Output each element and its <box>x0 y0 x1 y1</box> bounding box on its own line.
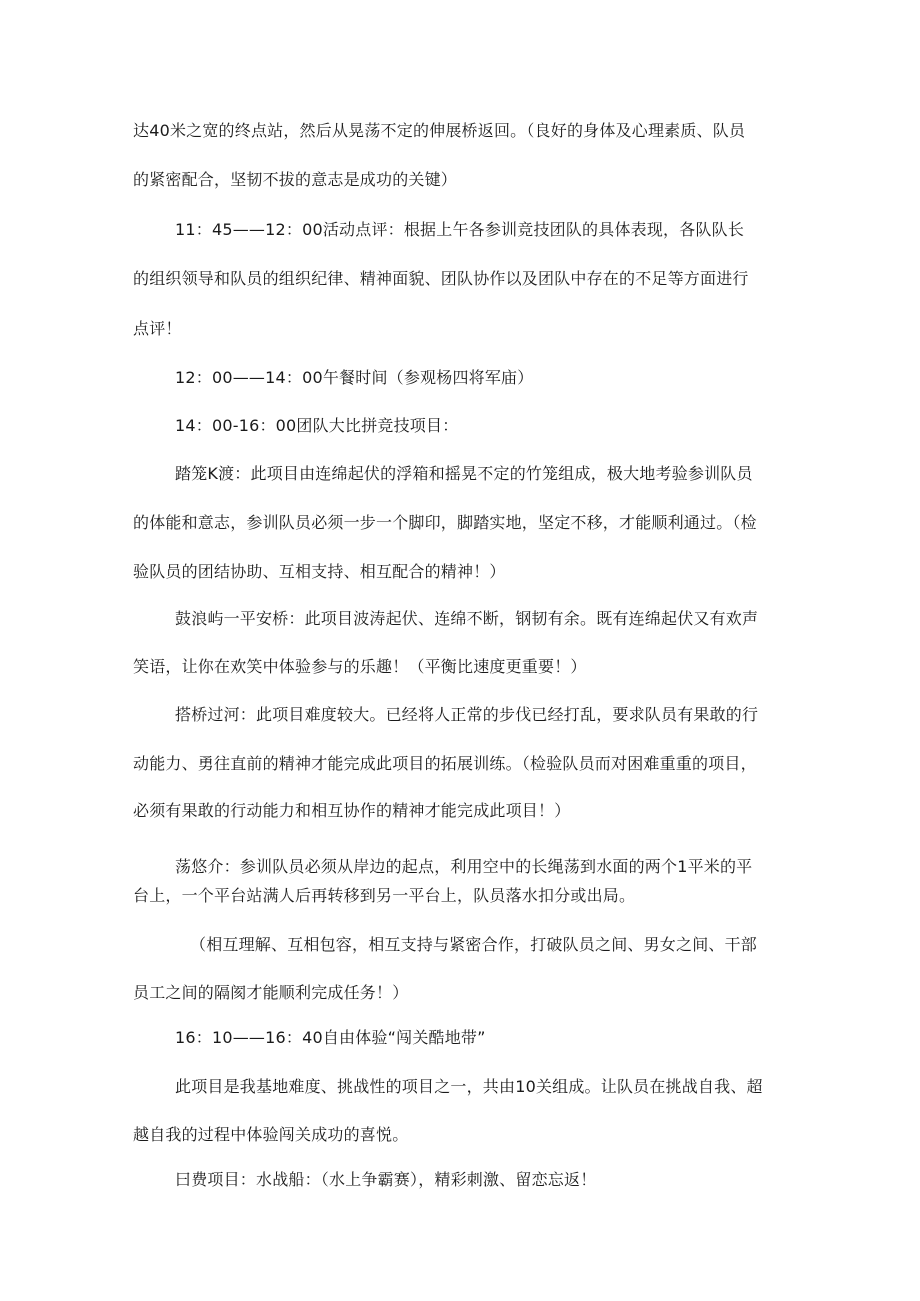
text-line: 动能力、勇往直前的精神才能完成此项目的拓展训练。（检验队员而对困难重重的项目， <box>133 754 757 773</box>
text-line: 的体能和意志，参训队员必须一步一个脚印，脚踏实地，坚定不移，才能顺利通过。（检 <box>133 513 757 532</box>
text-line: 点评！ <box>133 319 182 338</box>
text-line: 14：00-16：00团队大比拼竞技项目： <box>175 416 459 435</box>
text-line: 验队员的团结协助、互相支持、相互配合的精神！） <box>133 562 506 581</box>
text-line: 达40米之宽的终点站，然后从晃荡不定的伸展桥返回。（良好的身体及心理素质、队员 <box>133 121 746 140</box>
text-line: 11：45——12：00活动点评：根据上午各参训竞技团队的具体表现，各队队长 <box>175 220 745 239</box>
text-line: 必须有果敢的行动能力和相互协作的精神才能完成此项目！） <box>133 801 571 820</box>
text-line: 荡悠介：参训队员必须从岸边的起点，利用空中的长绳荡到水面的两个1平米的平 <box>175 857 753 876</box>
text-line: 台上，一个平台站满人后再转移到另一平台上，队员落水扣分或出局。 <box>133 886 636 905</box>
text-line: （相互理解、互相包容，相互支持与紧密合作，打破队员之间、男女之间、干部 <box>190 935 758 954</box>
text-line: 此项目是我基地难度、挑战性的项目之一，共由10关组成。让队员在挑战自我、超 <box>175 1077 763 1096</box>
text-line: 员工之间的隔阂才能顺利完成任务！） <box>133 983 409 1002</box>
text-line: 曰费项目：水战船：（水上争霸赛），精彩刺激、留恋忘返！ <box>175 1170 597 1189</box>
text-line: 踏笼K渡：此项目由连绵起伏的浮箱和摇晃不定的竹笼组成，极大地考验参训队员 <box>175 464 753 483</box>
text-line: 越自我的过程中体验闯关成功的喜悦。 <box>133 1125 409 1144</box>
text-line: 的组织领导和队员的组织纪律、精神面貌、团队协作以及团队中存在的不足等方面进行 <box>133 269 749 288</box>
text-line: 12：00——14：00午餐时间（参观杨四将军庙） <box>175 368 534 387</box>
text-line: 鼓浪屿一平安桥：此项目波涛起伏、连绵不断，钢韧有余。既有连绵起伏又有欢声 <box>175 609 759 628</box>
text-line: 笑语，让你在欢笑中体验参与的乐趣！（平衡比速度更重要！） <box>133 657 587 676</box>
text-line: 搭桥过河：此项目难度较大。已经将人正常的步伐已经打乱，要求队员有果敢的行 <box>175 705 759 724</box>
text-line: 16：10——16：40自由体验“闯关酷地带” <box>175 1028 486 1047</box>
text-line: 的紧密配合，坚韧不拔的意志是成功的关键） <box>133 170 458 189</box>
